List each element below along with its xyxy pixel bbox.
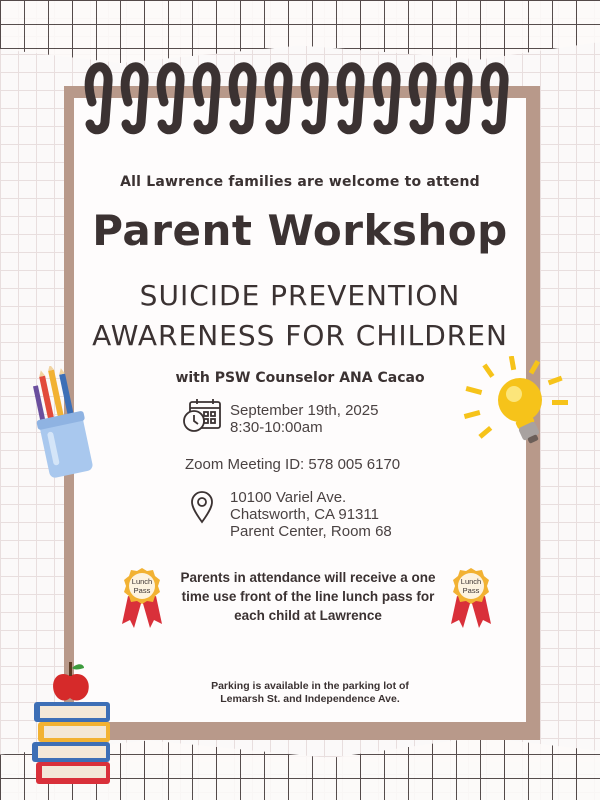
- spiral-ring: [269, 67, 288, 130]
- lunch-badge-line-2: Pass: [462, 586, 480, 595]
- spiral-ring: [485, 67, 504, 130]
- event-date: September 19th, 2025: [230, 402, 379, 419]
- lunch-pass-notice: Parents in attendance will receive a one time use front of the line lunch pass for each child at Lawrence: [180, 570, 436, 623]
- parking-line-2: Lemarsh St. and Independence Ave.: [220, 693, 400, 705]
- workshop-subtitle: [74, 276, 526, 356]
- welcome-text: All Lawrence families are welcome to attend: [120, 174, 480, 190]
- spiral-rings: [70, 52, 530, 142]
- spiral-ring: [89, 67, 108, 130]
- lunch-pass-ribbon-icon: [120, 566, 164, 628]
- event-datetime: [230, 402, 378, 436]
- parking-line-1: Parking is available in the parking lot of: [211, 680, 409, 692]
- lunch-pass-ribbon-icon: [449, 566, 493, 628]
- spiral-ring: [341, 67, 360, 130]
- address-line-3: Parent Center, Room 68: [230, 523, 392, 540]
- spiral-ring: [413, 67, 432, 130]
- location-pin-icon: [190, 491, 214, 525]
- spiral-ring: [305, 67, 324, 130]
- spiral-ring: [197, 67, 216, 130]
- lunch-badge-line-1: Lunch: [460, 577, 482, 586]
- spiral-ring: [125, 67, 144, 130]
- address-line-2: Chatsworth, CA 91311: [230, 506, 379, 523]
- light-bulb-icon: [462, 356, 574, 452]
- lunch-badge-line-1: Lunch: [131, 577, 153, 586]
- pencil-cup-icon: [28, 366, 108, 482]
- zoom-meeting-id: Zoom Meeting ID: 578 005 6170: [185, 456, 401, 473]
- lunch-badge-line-2: Pass: [133, 586, 151, 595]
- address-line-1: 10100 Variel Ave.: [230, 489, 347, 506]
- event-address: [230, 489, 392, 540]
- spiral-ring: [449, 67, 468, 130]
- presenter-text: with PSW Counselor ANA Cacao: [175, 370, 425, 386]
- event-time: 8:30-10:00am: [230, 419, 323, 436]
- page-title: Parent Workshop: [92, 206, 508, 255]
- spiral-ring: [377, 67, 396, 130]
- parking-notice: [190, 680, 430, 706]
- subtitle-line-1: SUICIDE PREVENTION: [139, 279, 461, 312]
- spiral-ring: [161, 67, 180, 130]
- spiral-ring: [233, 67, 252, 130]
- book-stack-apple-icon: [30, 660, 116, 786]
- subtitle-line-2: AWARENESS FOR CHILDREN: [92, 319, 508, 352]
- calendar-clock-icon: [182, 398, 222, 434]
